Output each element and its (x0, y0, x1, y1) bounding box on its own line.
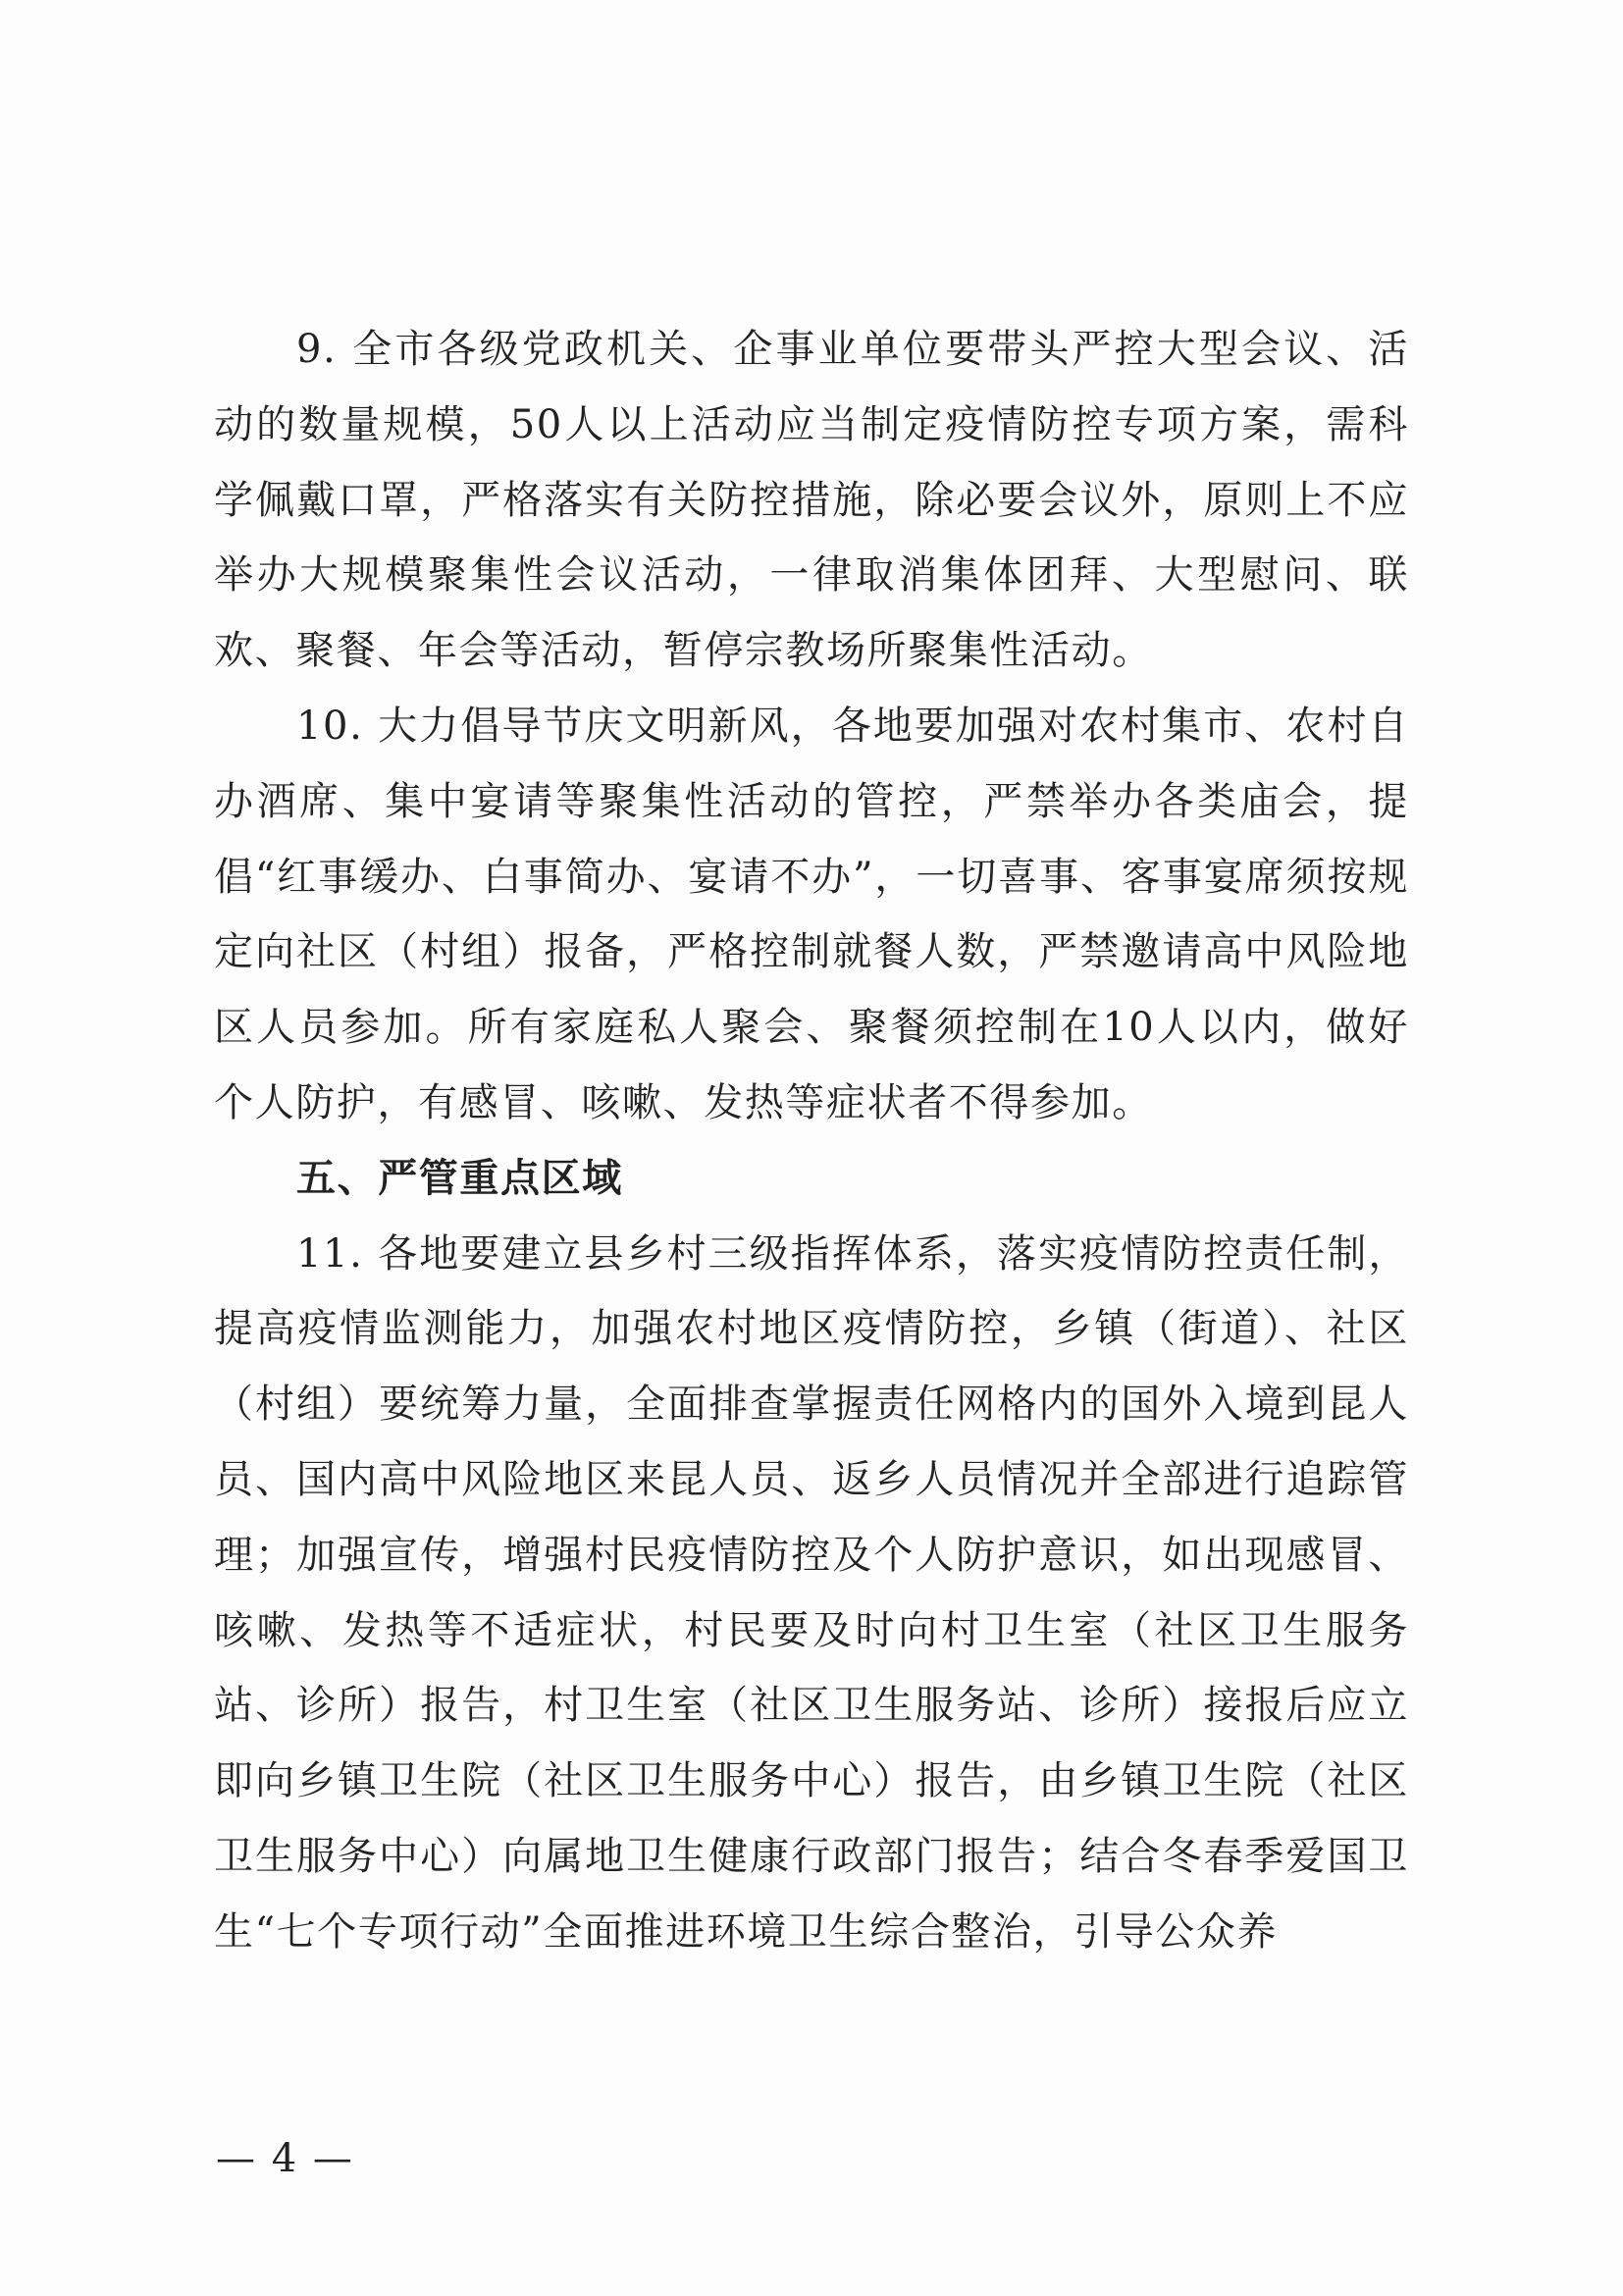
section-heading: 五、严管重点区域 (296, 1155, 623, 1201)
paragraph-item-10: 10. 大力倡导节庆文明新风，各地要加强对农村集市、农村自办酒席、集中宴请等聚集性活动的管控，严禁举办各类庙会，提倡“红事缓办、白事简办、宴请不办”，一切喜事、客事宴席须按规定向社区（村组）报备，严格控制就餐人数，严禁邀请高中风险地区人员参加。所有家庭私人聚会、聚餐须控制在10人以内，做好个人防护，有感冒、咳嗽、发热等症状者不得参加。 (214, 703, 1409, 1125)
document-body (214, 312, 1409, 1970)
paragraph-item-9: 9. 全市各级党政机关、企事业单位要带头严控大型会议、活动的数量规模，50人以上活动应当制定疫情防控专项方案，需科学佩戴口罩，严格落实有关防控措施，除必要会议外，原则上不应举办大规模聚集性会议活动，一律取消集体团拜、大型慰问、联欢、聚餐、年会等活动，暂停宗教场所聚集性活动。 (214, 327, 1409, 674)
page-number: — 4 — (216, 2136, 354, 2181)
paragraph-item-11: 11. 各地要建立县乡村三级指挥体系，落实疫情防控责任制，提高疫情监测能力，加强农村地区疫情防控，乡镇（街道）、社区（村组）要统筹力量，全面排查掌握责任网格内的国外入境到昆人员、国内高中风险地区来昆人员、返乡人员情况并全部进行追踪管理；加强宣传，增强村民疫情防控及个人防护意识，如出现感冒、咳嗽、发热等不适症状，村民要及时向村卫生室（社区卫生服务站、诊所）报告，村卫生室（社区卫生服务站、诊所）接报后应立即向乡镇卫生院（社区卫生服务中心）报告，由乡镇卫生院（社区卫生服务中心）向属地卫生健康行政部门报告；结合冬春季爱国卫生“七个专项行动”全面推进环境卫生综合整治，引导公众养 (214, 1230, 1409, 1955)
